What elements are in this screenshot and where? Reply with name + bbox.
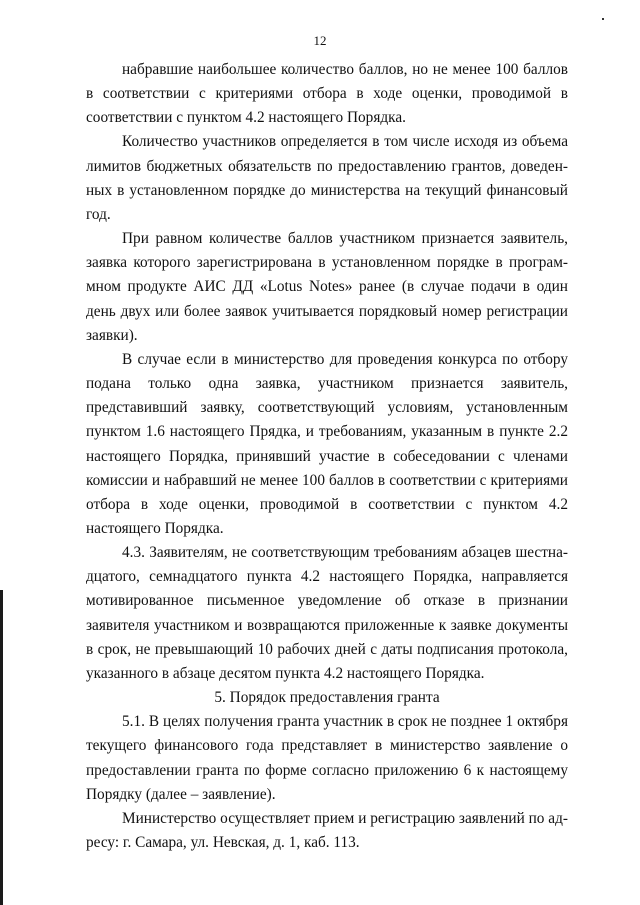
scan-left-edge xyxy=(0,590,3,905)
paragraph-5-1: 5.1. В целях получения гранта участник в срок не позднее 1 октября текущего финансового года представляет в министерство заявление о предоставлении гранта по форме согласно приложению 6 к настоящему Порядку (далее – заявление). xyxy=(86,713,568,803)
paragraph-continuation: набравшие наибольшее количество баллов, но не менее 100 баллов в соответствии с критериями отбора в ходе оценки, проводимой в соответствии с пунктом 4.2 настоящего Порядка. xyxy=(86,61,568,127)
paragraph-single-application: В случае если в министерство для проведения конкурса по отбору подана только одна заявка, участником признается заявитель, представивший заявку, соответствующий условиям, установленным пунктом 1.6 настоящего Прядка, и требованиям, указанным в пункте 2.2 настоящего Порядка, принявший участие в собеседовании с членами комиссии и набравший не менее 100 баллов в соответствии с критериями отбора в ходе оценки, проводимой в соответствии с пунктом 4.2 настоящего Порядка. xyxy=(86,350,568,537)
paragraph-4-3: 4.3. Заявителям, не соответствующим требованиям абзацев шестнадцатого, семнадцатого пункта 4.2 настоящего Порядка, направляется мотивированное письменное уведомление об отказе в признании заявителя участником и возвращаются приложенные к заявке документы в срок, не превышающий 10 рабочих дней с даты подписания протокола, указанного в абзаце десятом пункта 4.2 настоящего Порядка. xyxy=(86,544,568,682)
paragraph-participant-count: Количество участников определяется в том числе исходя из объема лимитов бюджетных обязательств по предоставлению грантов, доведенных в установленном порядке до министерства на текущий финансовый год. xyxy=(86,133,568,223)
section-heading: 5. Порядок предоставления гранта xyxy=(214,689,440,707)
paragraph-equal-score: При равном количестве баллов участником признается заявитель, заявка которого зарегистрирована в установленном порядке в программном продукте АИС ДД «Lotus Notes» ранее (в случае подачи в один день двух или более заявок учитывается порядковый номер регистрации заявки). xyxy=(86,230,568,344)
document-body xyxy=(86,58,568,855)
scan-speck xyxy=(602,18,604,20)
paragraph-registration-address: Министерство осуществляет прием и регистрацию заявлений по адресу: г. Самара, ул. Невская, д. 1, каб. 113. xyxy=(86,809,568,851)
page-number: 12 xyxy=(313,33,327,48)
